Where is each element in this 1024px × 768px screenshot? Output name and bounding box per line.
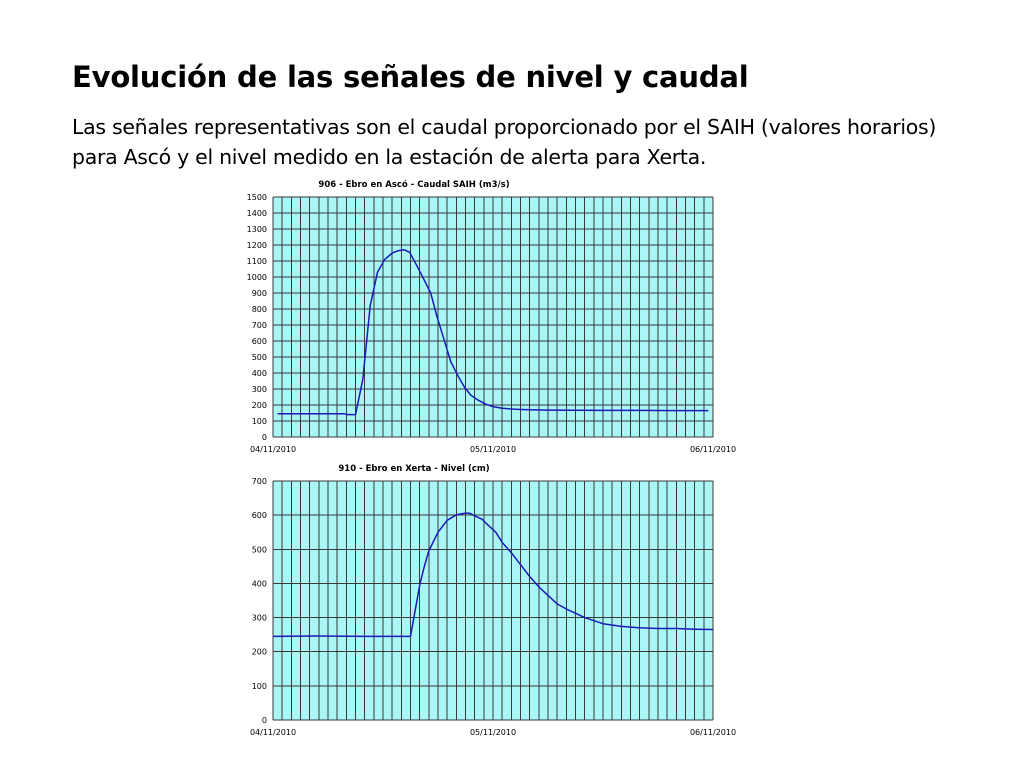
y-tick-label: 300 <box>251 385 267 394</box>
y-tick-label: 700 <box>251 477 267 486</box>
y-tick-label: 800 <box>251 305 267 314</box>
y-tick-label: 500 <box>251 545 267 555</box>
y-tick-label: 600 <box>251 337 267 346</box>
y-tick-label: 700 <box>251 321 267 330</box>
y-tick-label: 500 <box>251 353 267 362</box>
y-tick-label: 1500 <box>246 193 267 202</box>
y-tick-label: 0 <box>261 433 267 442</box>
chart-title: 906 - Ebro en Ascó - Caudal SAIH (m3/s) <box>318 180 510 190</box>
slide-subtitle: Las señales representativas son el caudal proporcionado por el SAIH (valores horarios) para Ascó y el nivel medido en la estación de alerta para Xerta. <box>72 115 937 169</box>
y-tick-label: 100 <box>251 417 267 426</box>
y-tick-label: 100 <box>251 681 267 691</box>
x-tick-label: 05/11/2010 <box>469 728 517 737</box>
y-tick-label: 1100 <box>246 257 267 266</box>
y-tick-label: 1200 <box>246 241 267 250</box>
x-tick-label: 06/11/2010 <box>689 445 737 454</box>
y-tick-label: 0 <box>261 716 267 725</box>
y-tick-label: 200 <box>251 647 267 657</box>
y-tick-label: 200 <box>251 401 267 410</box>
x-tick-label: 04/11/2010 <box>249 445 297 454</box>
y-tick-label: 1300 <box>246 225 267 234</box>
y-tick-label: 600 <box>251 511 267 521</box>
y-tick-label: 400 <box>251 579 267 589</box>
y-tick-label: 1400 <box>246 209 267 218</box>
y-tick-label: 300 <box>251 613 267 623</box>
x-tick-label: 05/11/2010 <box>469 445 517 454</box>
y-tick-label: 400 <box>251 369 267 378</box>
chart-title: 910 - Ebro en Xerta - Nivel (cm) <box>338 464 490 474</box>
y-tick-label: 1000 <box>246 273 267 282</box>
slide-title: Evolución de las señales de nivel y caudal <box>72 60 749 94</box>
x-tick-label: 04/11/2010 <box>249 728 297 737</box>
x-tick-label: 06/11/2010 <box>689 728 737 737</box>
y-tick-label: 900 <box>251 289 267 298</box>
